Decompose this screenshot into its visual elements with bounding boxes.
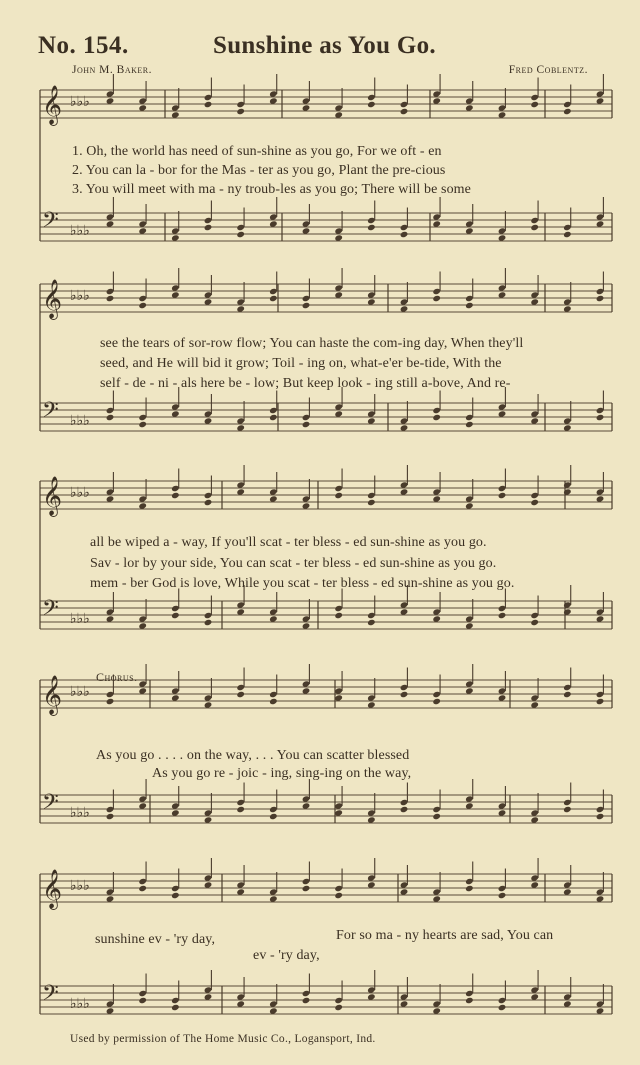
lyric-line: 3. You will meet with ma - ny troub-les as you go; There will be some bbox=[72, 182, 471, 197]
note-head bbox=[498, 612, 507, 619]
note-head bbox=[334, 492, 343, 499]
note-head bbox=[269, 295, 278, 302]
bass-clef-icon: 𝄢 bbox=[42, 981, 59, 1011]
lyricist-credit: John M. Baker. bbox=[72, 64, 152, 76]
key-signature-icon: ♭♭♭ bbox=[70, 94, 90, 110]
note-head bbox=[171, 1004, 180, 1011]
note-head bbox=[269, 813, 278, 820]
note-head bbox=[400, 108, 409, 115]
lyric-line: ev - 'ry day, bbox=[253, 948, 320, 963]
note-head bbox=[530, 499, 539, 506]
key-signature-icon: ♭♭♭ bbox=[70, 805, 90, 821]
note-head bbox=[334, 1004, 343, 1011]
treble-staff bbox=[40, 481, 612, 509]
note-head bbox=[367, 499, 376, 506]
note-head bbox=[465, 302, 474, 309]
bass-clef-icon: 𝄢 bbox=[42, 208, 59, 238]
note-head bbox=[432, 414, 441, 421]
note-head bbox=[334, 892, 343, 899]
key-signature-icon: ♭♭♭ bbox=[70, 878, 90, 894]
lyric-line: 1. Oh, the world has need of sun-shine as you go, For we oft - en bbox=[72, 144, 442, 159]
lyric-line: all be wiped a - way, If you'll scat - ter bless - ed sun-shine as you go. bbox=[90, 535, 487, 550]
note-head bbox=[465, 997, 474, 1004]
note-head bbox=[367, 101, 376, 108]
lyric-line: For so ma - ny hearts are sad, You can bbox=[336, 928, 554, 943]
bass-staff bbox=[40, 601, 612, 629]
chorus-label: Chorus. bbox=[96, 670, 138, 684]
note-head bbox=[138, 421, 147, 428]
note-head bbox=[530, 224, 539, 231]
note-head bbox=[498, 892, 507, 899]
note-head bbox=[171, 492, 180, 499]
treble-clef-icon: 𝄞 bbox=[42, 279, 63, 319]
treble-staff bbox=[40, 90, 612, 118]
note-head bbox=[367, 224, 376, 231]
lyric-line: self - de - ni - als here be - low; But keep look - ing still a-bove, And re- bbox=[100, 376, 511, 391]
lyric-line: Sav - lor by your side, You can scat - ter bless - ed sun-shine as you go. bbox=[90, 556, 497, 571]
note-head bbox=[302, 421, 311, 428]
note-head bbox=[596, 698, 605, 705]
note-head bbox=[236, 231, 245, 238]
note-head bbox=[204, 499, 213, 506]
note-head bbox=[530, 619, 539, 626]
note-head bbox=[563, 691, 572, 698]
note-head bbox=[171, 612, 180, 619]
hymn-title: Sunshine as You Go. bbox=[213, 32, 436, 59]
note-head bbox=[138, 302, 147, 309]
note-head bbox=[596, 295, 605, 302]
note-head bbox=[596, 414, 605, 421]
note-head bbox=[432, 698, 441, 705]
key-signature-icon: ♭♭♭ bbox=[70, 611, 90, 627]
note-head bbox=[563, 806, 572, 813]
note-head bbox=[563, 231, 572, 238]
key-signature-icon: ♭♭♭ bbox=[70, 684, 90, 700]
lyric-line: 2. You can la - bor for the Mas - ter as you go, Plant the pre-cious bbox=[72, 163, 446, 178]
note-head bbox=[138, 997, 147, 1004]
bass-clef-icon: 𝄢 bbox=[42, 596, 59, 626]
lyric-line: see the tears of sor-row flow; You can haste the com-ing day, When they'll bbox=[100, 336, 524, 351]
note-head bbox=[530, 101, 539, 108]
lyric-line: As you go re - joic - ing, sing-ing on the way, bbox=[152, 766, 412, 781]
note-head bbox=[106, 698, 115, 705]
bass-staff bbox=[40, 403, 612, 431]
note-head bbox=[204, 224, 213, 231]
music-system bbox=[40, 664, 612, 824]
treble-clef-icon: 𝄞 bbox=[42, 476, 63, 516]
composer-credit: Fred Coblentz. bbox=[508, 64, 588, 76]
note-head bbox=[236, 806, 245, 813]
treble-staff bbox=[40, 284, 612, 312]
note-head bbox=[269, 414, 278, 421]
lyric-line: mem - ber God is love, While you scat - ter bless - ed sun-shine as you go. bbox=[90, 576, 515, 591]
note-head bbox=[302, 302, 311, 309]
note-head bbox=[204, 101, 213, 108]
permission-footer: Used by permission of The Home Music Co., Logansport, Ind. bbox=[70, 1033, 376, 1045]
key-signature-icon: ♭♭♭ bbox=[70, 413, 90, 429]
bass-staff bbox=[40, 795, 612, 823]
lyric-line: As you go . . . . on the way, . . . You can scatter blessed bbox=[96, 748, 410, 763]
key-signature-icon: ♭♭♭ bbox=[70, 223, 90, 239]
treble-clef-icon: 𝄞 bbox=[42, 869, 63, 909]
note-head bbox=[171, 892, 180, 899]
bass-staff bbox=[40, 986, 612, 1014]
note-head bbox=[400, 691, 409, 698]
hymn-number: No. 154. bbox=[38, 32, 129, 59]
note-head bbox=[106, 295, 115, 302]
lyric-line: seed, and He will bid it grow; Toil - ing on, what-e'er be-tide, With the bbox=[100, 356, 502, 371]
note-head bbox=[498, 492, 507, 499]
key-signature-icon: ♭♭♭ bbox=[70, 485, 90, 501]
note-head bbox=[465, 421, 474, 428]
note-head bbox=[432, 813, 441, 820]
note-head bbox=[236, 691, 245, 698]
note-head bbox=[596, 813, 605, 820]
note-head bbox=[106, 813, 115, 820]
bass-clef-icon: 𝄢 bbox=[42, 398, 59, 428]
note-head bbox=[302, 885, 311, 892]
key-signature-icon: ♭♭♭ bbox=[70, 288, 90, 304]
note-head bbox=[400, 806, 409, 813]
note-head bbox=[465, 885, 474, 892]
note-head bbox=[204, 619, 213, 626]
note-head bbox=[334, 612, 343, 619]
note-head bbox=[400, 231, 409, 238]
treble-clef-icon: 𝄞 bbox=[42, 675, 63, 715]
note-head bbox=[106, 414, 115, 421]
treble-clef-icon: 𝄞 bbox=[42, 85, 63, 125]
note-head bbox=[432, 295, 441, 302]
note-head bbox=[138, 885, 147, 892]
note-head bbox=[269, 698, 278, 705]
note-head bbox=[367, 619, 376, 626]
bass-clef-icon: 𝄢 bbox=[42, 790, 59, 820]
note-head bbox=[498, 1004, 507, 1011]
key-signature-icon: ♭♭♭ bbox=[70, 996, 90, 1012]
note-head bbox=[236, 108, 245, 115]
bass-staff bbox=[40, 213, 612, 241]
note-head bbox=[563, 108, 572, 115]
lyric-line: sunshine ev - 'ry day, bbox=[95, 932, 216, 947]
treble-staff bbox=[40, 874, 612, 902]
note-head bbox=[302, 997, 311, 1004]
